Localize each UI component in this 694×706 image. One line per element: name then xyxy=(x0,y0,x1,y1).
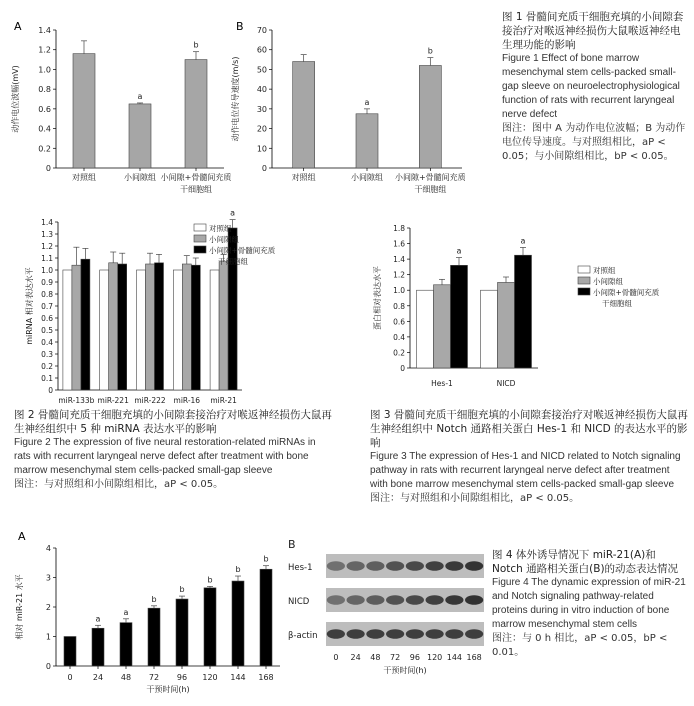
blot-band xyxy=(327,595,345,605)
significance-label: a xyxy=(137,91,143,101)
legend-label-line2: 干细胞组 xyxy=(602,299,632,308)
y-tick-label: 1 xyxy=(45,632,51,642)
blot-band xyxy=(465,561,483,571)
bar xyxy=(148,608,160,666)
y-tick-label: 0 xyxy=(45,164,51,173)
y-tick-label: 1.6 xyxy=(393,239,405,249)
blot-band xyxy=(445,561,463,571)
blot-band xyxy=(445,595,463,605)
fig1-caption-cn: 图 1 骨髓间充质干细胞充填的小间隙套接治疗对喉返神经损伤大鼠喉返神经电生理功能的影响 xyxy=(502,11,684,51)
legend-label: 小间隙+骨髓间充质 xyxy=(209,246,276,255)
y-tick-label: 0.4 xyxy=(393,332,405,342)
x-tick-label: 96 xyxy=(176,673,188,682)
y-tick-label: 0.2 xyxy=(393,348,405,358)
x-tick-label: 小间隙组 xyxy=(124,173,156,182)
fig4-caption-en: Figure 4 The dynamic expression of miR-21 and Notch signaling pathway-related proteins during in vitro induction of bone marrow mesenchymal stem cells xyxy=(492,577,686,630)
y-tick-label: 0.5 xyxy=(41,326,53,335)
blot-band xyxy=(366,629,384,639)
fig1-caption-en: Figure 1 Effect of bone marrow mesenchymal stem cells-packed small-gap sleeve on neuroelectrophysiological function of rats with recurrent laryngeal nerve defect xyxy=(502,53,680,120)
blot-row-label: NICD xyxy=(288,597,310,607)
bar xyxy=(129,104,151,168)
bar xyxy=(185,60,207,168)
fig3-caption-cn: 图 3 骨髓间充质干细胞充填的小间隙套接治疗对喉返神经损伤大鼠再生神经组织中 Notch 通路相关蛋白 Hes-1 和 NICD 的表达水平的影响 xyxy=(370,409,688,449)
x-tick-label: miR-221 xyxy=(97,396,129,405)
y-tick-label: 0.8 xyxy=(38,85,51,95)
bar xyxy=(92,628,104,666)
x-tick-label: miR-222 xyxy=(134,396,166,405)
y-tick-label: 0.6 xyxy=(38,104,51,114)
fig1-panel-a-label: A xyxy=(14,20,22,33)
x-tick-label: 对照组 xyxy=(291,173,316,182)
fig4-caption xyxy=(492,548,688,660)
y-tick-label: 0.3 xyxy=(41,350,53,359)
chart-fig4a xyxy=(14,544,280,694)
fig4-blot-panel xyxy=(286,536,486,696)
bar xyxy=(481,290,498,368)
bar xyxy=(182,264,191,390)
legend-swatch xyxy=(578,266,590,273)
bar xyxy=(118,264,127,390)
legend-label-line2: 干细胞组 xyxy=(218,257,248,266)
bar xyxy=(81,259,90,390)
blot-x-axis-label: 干预时间(h) xyxy=(383,666,427,675)
x-tick-label: 小间隙+骨髓间充质 xyxy=(394,173,466,182)
x-tick-label: 48 xyxy=(120,673,132,682)
blot-band xyxy=(426,629,444,639)
legend-label: 小间隙组 xyxy=(593,277,623,286)
blot-band xyxy=(386,561,404,571)
x-tick-label: NICD xyxy=(496,379,516,388)
bar xyxy=(155,263,164,390)
fig4-panel-a-label: A xyxy=(18,530,26,543)
blot-lane-label: 0 xyxy=(333,653,339,662)
y-tick-label: 1.0 xyxy=(38,65,51,75)
figure4a-chart xyxy=(0,526,290,706)
y-tick-label: 0.4 xyxy=(41,338,53,347)
x-axis-label: 干预时间(h) xyxy=(146,685,190,694)
blot-lane-label: 72 xyxy=(390,653,401,662)
y-axis-label: 相对 miR-21 水平 xyxy=(15,574,24,640)
x-tick-label-line2: 干细胞组 xyxy=(414,185,447,194)
blot-svg xyxy=(286,550,486,696)
y-tick-label: 4 xyxy=(45,544,51,553)
y-tick-label: 1.3 xyxy=(41,230,53,239)
blot-band xyxy=(406,629,424,639)
bar xyxy=(120,623,132,666)
figure2-chart xyxy=(0,210,330,410)
x-tick-label: miR-16 xyxy=(173,396,201,405)
significance-label: b xyxy=(263,554,269,564)
significance-label: b xyxy=(427,46,433,56)
x-tick-label: 144 xyxy=(230,673,246,682)
fig1-caption xyxy=(502,10,686,164)
bar xyxy=(417,290,434,368)
bar xyxy=(137,270,146,390)
blot-band xyxy=(347,595,365,605)
chart-fig1b xyxy=(230,26,466,194)
fig2-caption xyxy=(14,408,334,492)
fig3-note: 图注：与对照组和小间隙组相比，aP < 0.05。 xyxy=(370,493,580,504)
y-tick-label: 10 xyxy=(256,144,267,154)
blot-band xyxy=(445,629,463,639)
blot-band xyxy=(366,561,384,571)
bar xyxy=(419,65,441,168)
blot-lane-label: 24 xyxy=(350,653,361,662)
fig4-note: 图注：与 0 h 相比，aP < 0.05，bP < 0.01。 xyxy=(492,633,668,658)
legend-label: 对照组 xyxy=(209,224,232,233)
bar xyxy=(232,581,244,666)
blot-band xyxy=(426,595,444,605)
chart-fig2 xyxy=(24,210,276,405)
y-tick-label: 3 xyxy=(45,573,51,583)
bar xyxy=(173,270,182,390)
blot-band xyxy=(327,629,345,639)
y-axis-label: 蛋白相对表达水平 xyxy=(373,266,382,330)
y-tick-label: 40 xyxy=(256,85,267,95)
bar xyxy=(434,285,451,368)
fig3-caption xyxy=(370,408,688,506)
bar xyxy=(498,282,515,368)
significance-label: a xyxy=(520,236,526,246)
bar xyxy=(146,264,155,390)
y-axis-label: 动作电位波幅(mV) xyxy=(11,65,20,133)
legend-label: 小间隙组 xyxy=(209,235,239,244)
y-tick-label: 0 xyxy=(48,386,53,395)
legend-label: 对照组 xyxy=(593,266,616,275)
blot-band xyxy=(406,595,424,605)
fig1-panel-b-label: B xyxy=(236,20,244,33)
fig3-caption-en: Figure 3 The expression of Hes-1 and NICD related to Notch signaling pathway in rats with recurrent laryngeal nerve defect after treatment with bone marrow mesenchymal stem cells-packed small-gap sleeve xyxy=(370,451,681,490)
blot-band xyxy=(426,561,444,571)
significance-label: a xyxy=(230,210,236,218)
significance-label: b xyxy=(179,585,185,595)
significance-label: b xyxy=(193,40,199,50)
y-tick-label: 0.6 xyxy=(393,317,405,327)
y-tick-label: 60 xyxy=(256,45,267,55)
blot-band xyxy=(406,561,424,571)
blot-band xyxy=(347,561,365,571)
blot-band xyxy=(465,595,483,605)
y-tick-label: 2 xyxy=(45,603,51,612)
y-tick-label: 20 xyxy=(256,124,267,134)
legend-swatch xyxy=(578,277,590,284)
blot-band xyxy=(386,595,404,605)
y-tick-label: 0.2 xyxy=(38,144,51,154)
fig1-note: 图注：图中 A 为动作电位波幅；B 为动作电位传导速度。与对照组相比，aP < 0.05；与小间隙组相比，bP < 0.05。 xyxy=(502,123,686,162)
significance-label: b xyxy=(207,575,213,585)
legend-swatch xyxy=(194,246,206,253)
significance-label: a xyxy=(95,614,101,624)
y-tick-label: 0 xyxy=(45,662,51,671)
x-tick-label: 对照组 xyxy=(72,173,96,182)
fig4-panel-b-label: B xyxy=(288,538,296,551)
fig2-caption-en: Figure 2 The expression of five neural restoration-related miRNAs in rats with recurrent laryngeal nerve defect after treatment with bone marrow mesenchymal stem cells-packed small-gap sleeve xyxy=(14,437,316,476)
x-tick-label: 小间隙组 xyxy=(351,173,383,182)
bar xyxy=(219,262,228,390)
y-tick-label: 0.1 xyxy=(41,374,53,383)
blot-band xyxy=(386,629,404,639)
bar xyxy=(515,255,532,368)
y-tick-label: 1.0 xyxy=(41,266,53,275)
y-axis-label: 动作电位传导速度(m/s) xyxy=(231,56,240,142)
bar xyxy=(451,265,468,368)
y-tick-label: 70 xyxy=(256,26,267,35)
x-tick-label: 小间隙+骨髓间充质 xyxy=(160,173,232,182)
bar xyxy=(64,637,76,667)
x-tick-label: miR-21 xyxy=(210,396,237,405)
significance-label: a xyxy=(123,607,129,617)
significance-label: b xyxy=(151,594,157,604)
y-tick-label: 1.2 xyxy=(41,242,53,251)
significance-label: a xyxy=(456,246,462,256)
bar xyxy=(356,114,378,168)
fig4-caption-cn: 图 4 体外诱导情况下 miR-21(A)和 Notch 通路相关蛋白(B)的动态表达情况 xyxy=(492,549,679,575)
y-tick-label: 0.8 xyxy=(41,290,53,299)
y-tick-label: 1.0 xyxy=(393,286,405,296)
bar xyxy=(73,54,95,168)
y-tick-label: 30 xyxy=(256,104,267,114)
y-tick-label: 1.1 xyxy=(41,254,53,263)
blot-lane-label: 120 xyxy=(426,653,443,662)
legend-label: 小间隙+骨髓间充质 xyxy=(593,288,660,297)
y-tick-label: 0.7 xyxy=(41,302,53,311)
y-tick-label: 1.8 xyxy=(393,224,405,233)
y-tick-label: 50 xyxy=(256,65,267,75)
x-tick-label: 24 xyxy=(92,673,104,682)
fig2-caption-cn: 图 2 骨髓间充质干细胞充填的小间隙套接治疗对喉返神经损伤大鼠再生神经组织中 5 种 miRNA 表达水平的影响 xyxy=(14,409,332,435)
figure1-charts xyxy=(0,0,470,215)
x-tick-label: 120 xyxy=(202,673,218,682)
bar xyxy=(260,569,272,666)
y-tick-label: 0 xyxy=(261,164,267,173)
y-tick-label: 0.9 xyxy=(41,278,53,287)
bar xyxy=(293,62,315,168)
bar xyxy=(176,599,188,666)
y-tick-label: 1.2 xyxy=(393,270,405,280)
legend-swatch xyxy=(578,288,590,295)
blot-lane-label: 48 xyxy=(370,653,381,662)
y-tick-label: 0.4 xyxy=(38,124,51,134)
y-tick-label: 0.2 xyxy=(41,362,53,371)
legend-swatch xyxy=(194,224,206,231)
western-blot xyxy=(286,550,486,696)
y-tick-label: 1.4 xyxy=(393,255,405,265)
blot-lane-label: 144 xyxy=(446,653,463,662)
y-tick-label: 0.8 xyxy=(393,301,405,311)
bar xyxy=(63,270,72,390)
blot-row-label: β-actin xyxy=(288,631,318,641)
y-tick-label: 1.2 xyxy=(38,45,51,55)
bar xyxy=(204,588,216,666)
figure3-chart xyxy=(350,210,694,410)
x-tick-label: 72 xyxy=(148,673,160,682)
bar xyxy=(100,270,109,390)
blot-band xyxy=(366,595,384,605)
significance-label: b xyxy=(235,565,241,575)
chart-fig1a xyxy=(10,26,231,194)
bar xyxy=(191,265,200,390)
blot-lane-label: 168 xyxy=(466,653,482,662)
y-tick-label: 1.4 xyxy=(38,26,51,35)
x-tick-label-line2: 干细胞组 xyxy=(180,185,212,194)
blot-band xyxy=(465,629,483,639)
y-tick-label: 0 xyxy=(400,364,405,373)
legend-swatch xyxy=(194,235,206,242)
significance-label: a xyxy=(364,97,370,107)
blot-band xyxy=(327,561,345,571)
bar xyxy=(72,265,81,390)
y-tick-label: 1.4 xyxy=(41,218,53,227)
bar xyxy=(210,270,219,390)
chart-fig3 xyxy=(372,224,660,388)
blot-band xyxy=(347,629,365,639)
x-tick-label: miR-133b xyxy=(58,396,95,405)
y-tick-label: 0.6 xyxy=(41,314,53,323)
x-tick-label: Hes-1 xyxy=(431,379,453,388)
blot-row-label: Hes-1 xyxy=(288,563,313,573)
blot-lane-label: 96 xyxy=(409,653,420,662)
bar xyxy=(109,263,118,390)
x-tick-label: 0 xyxy=(67,673,73,682)
x-tick-label: 168 xyxy=(258,673,274,682)
fig2-note: 图注：与对照组和小间隙组相比，aP < 0.05。 xyxy=(14,479,224,490)
y-axis-label: miRNA 相对表达水平 xyxy=(25,267,34,345)
